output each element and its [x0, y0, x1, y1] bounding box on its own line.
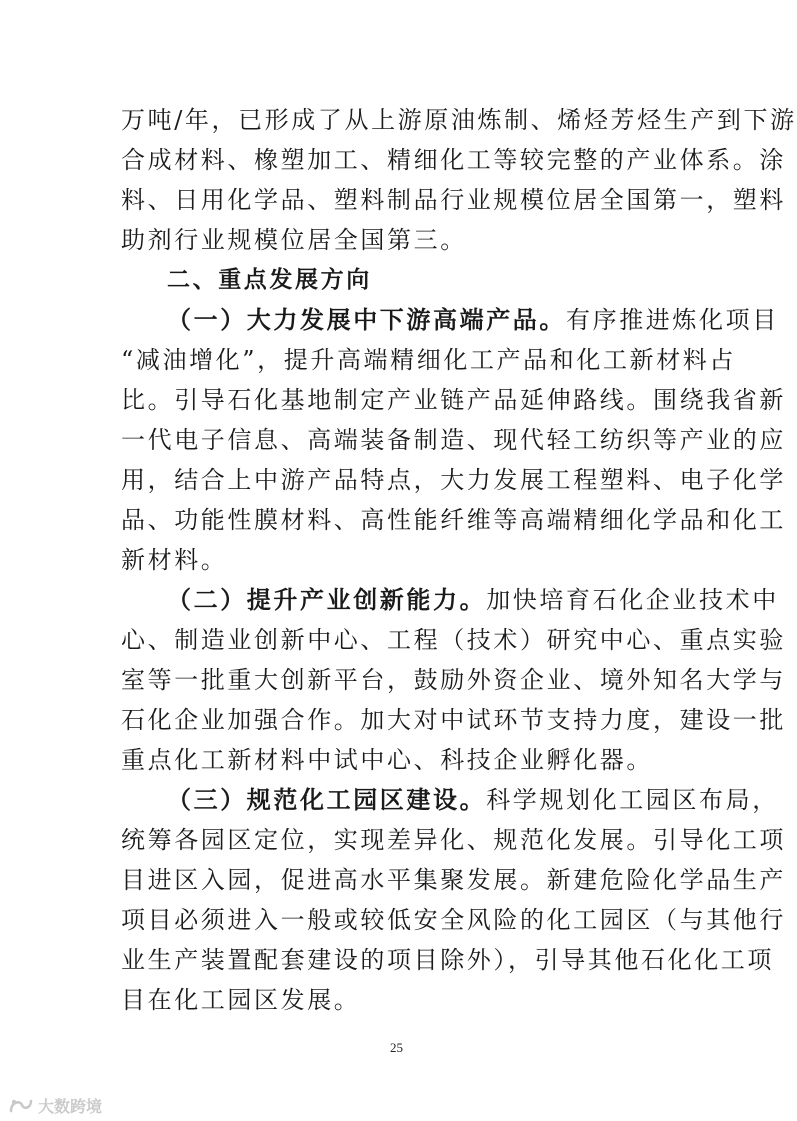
text-line: 品、功能性膜材料、高性能纤维等高端精细化学品和化工: [121, 506, 786, 534]
text-line: [121, 580, 779, 620]
text-line: 项目必须进入一般或较低安全风险的化工园区（与其他行: [121, 906, 786, 934]
page-number: 25: [390, 1040, 403, 1055]
paragraph-3: [121, 780, 786, 1020]
text-run: 科学规划化工园区布局，: [486, 786, 779, 814]
text-line: 心、制造业创新中心、工程（技术）研究中心、重点实验: [121, 626, 786, 654]
text-line: 室等一批重大创新平台，鼓励外资企业、境外知名大学与: [121, 666, 786, 694]
subsection-title: （三）规范化工园区建设。: [167, 785, 487, 814]
paragraph-1: [121, 300, 786, 580]
text-line: 目在化工园区发展。: [121, 986, 361, 1014]
text-run: 有序推进炼化项目: [566, 306, 779, 334]
brand-logo-icon: [8, 1097, 34, 1115]
text-line: 助剂行业规模位居全国第三。: [121, 226, 467, 254]
section-heading: 二、重点发展方向: [167, 267, 372, 293]
paragraph-2: [121, 580, 786, 780]
text-line: 比。引导石化基地制定产业链产品延伸路线。围绕我省新: [121, 386, 786, 414]
text-line: [121, 780, 779, 820]
text-line: 目进区入园，促进高水平集聚发展。新建危险化学品生产: [121, 866, 786, 894]
text-line: 料、日用化学品、塑料制品行业规模位居全国第一，塑料: [121, 186, 786, 214]
text-line: 用，结合上中游产品特点，大力发展工程塑料、电子化学: [121, 466, 786, 494]
watermark: [8, 1094, 102, 1117]
watermark-text: 大数跨境: [38, 1097, 103, 1116]
text-line: 统筹各园区定位，实现差异化、规范化发展。引导化工项: [121, 826, 786, 854]
text-line: 业生产装置配套建设的项目除外），引导其他石化化工项: [121, 946, 774, 974]
text-line: 石化企业加强合作。加大对中试环节支持力度，建设一批: [121, 706, 786, 734]
subsection-title: （二）提升产业创新能力。: [167, 585, 487, 614]
text-line: 新材料。: [121, 546, 228, 574]
text-line: “减油增化”，提升高端精细化工产品和化工新材料占: [121, 346, 736, 374]
text-line: 重点化工新材料中试中心、科技企业孵化器。: [121, 746, 653, 774]
subsection-title: （一）大力发展中下游高端产品。: [167, 305, 566, 334]
text-run: 加快培育石化企业技术中: [486, 586, 779, 614]
document-body: [121, 100, 797, 1020]
text-line: 合成材料、橡塑加工、精细化工等较完整的产业体系。涂: [121, 146, 786, 174]
text-line: 万吨/年，已形成了从上游原油炼制、烯烃芳烃生产到下游: [121, 106, 797, 134]
text-line: [121, 300, 779, 340]
text-line: 一代电子信息、高端装备制造、现代轻工纺织等产业的应: [121, 426, 786, 454]
paragraph-intro: [121, 100, 797, 260]
